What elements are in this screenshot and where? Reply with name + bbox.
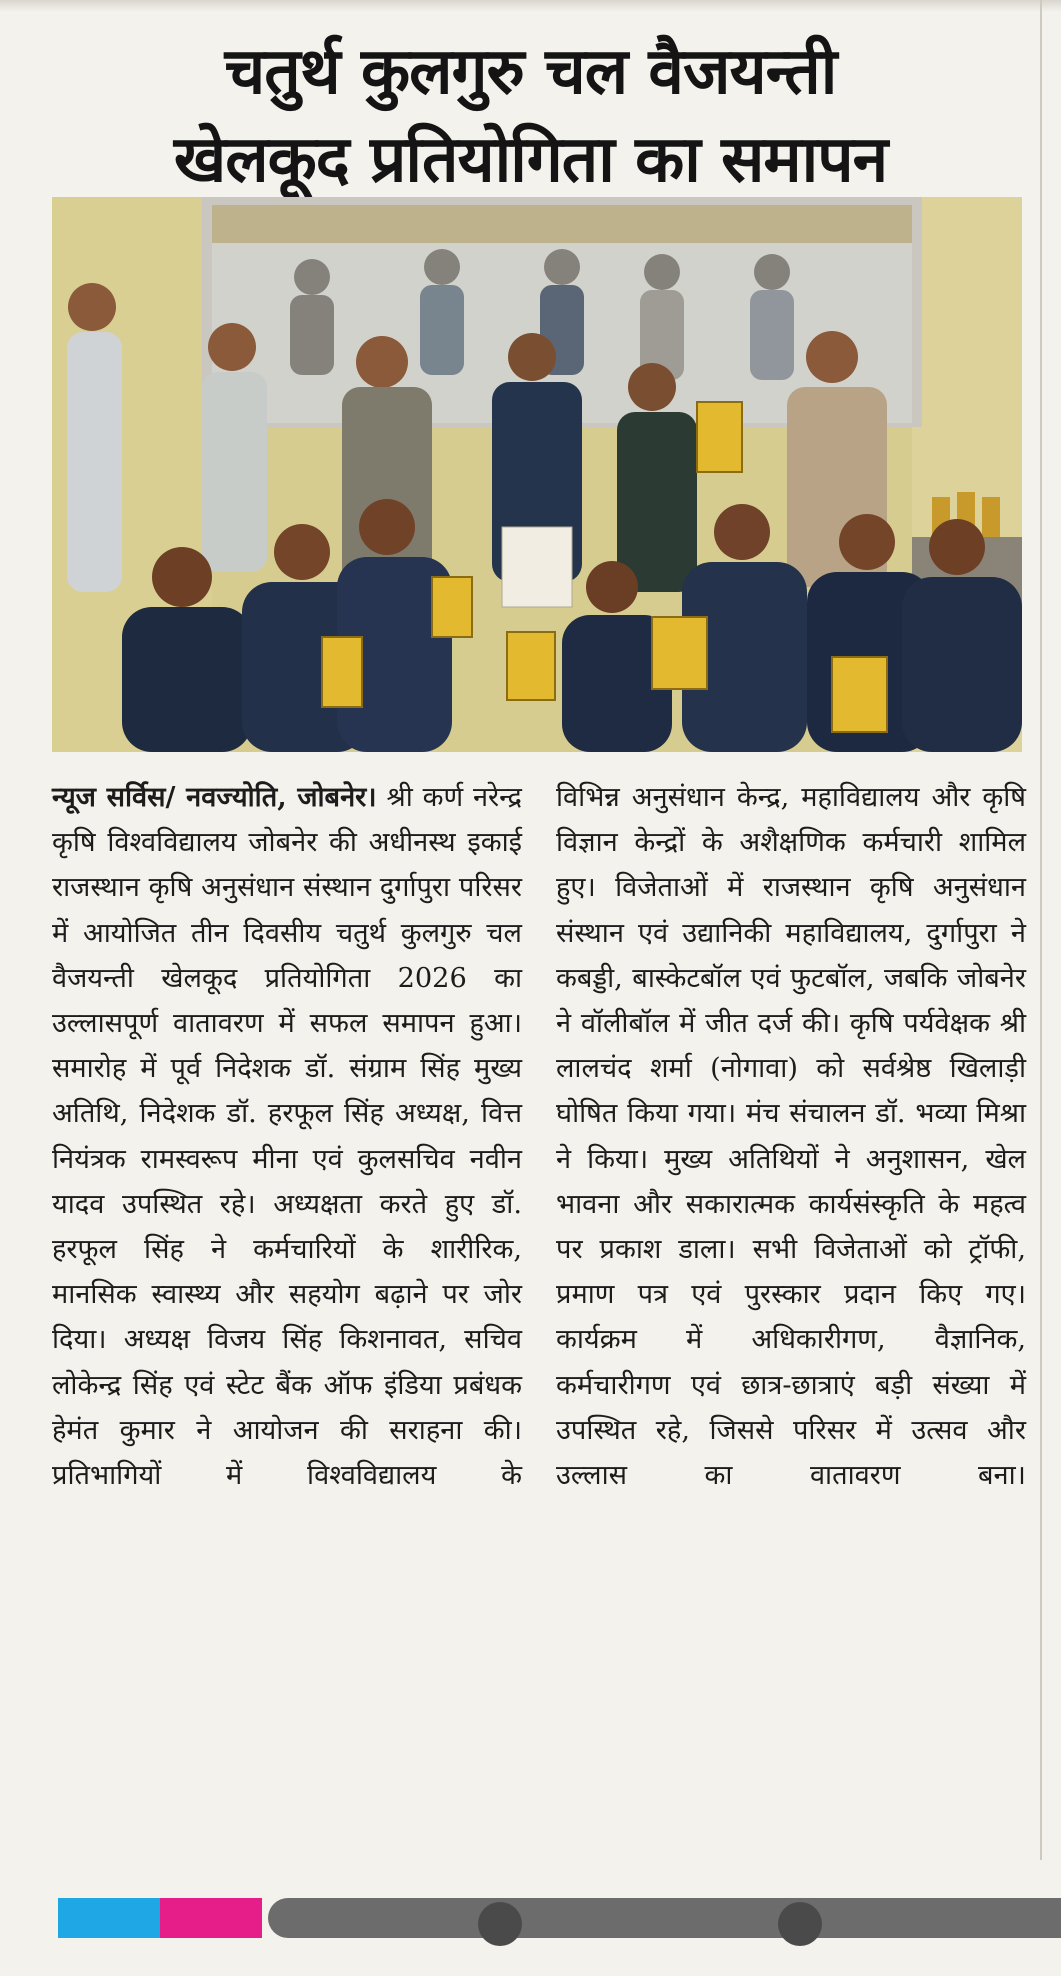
page-top-edge — [0, 0, 1061, 12]
color-bar-pink — [160, 1898, 262, 1938]
article-text-left: श्री कर्ण नरेन्द्र कृषि विश्वविद्यालय जोबनेर की अधीनस्थ इकाई राजस्थान कृषि अनुसंधान संस्थान दुर्गापुरा परिसर में आयोजित तीन दिवसीय चतुर्थ कुलगुरु चल वैजयन्ती खेलकूद प्रतियोगिता 2026 का उल्लासपूर्ण वातावरण में सफल समापन हुआ। समारोह में पूर्व निदेशक डॉ. संग्राम सिंह मुख्य अतिथि, निदेशक डॉ. हरफूल सिंह अध्यक्ष, वित्त नियंत्रक रामस्वरूप मीना एवं कुलसचिव नवीन यादव उपस्थित रहे। अध्यक्षता करते हुए डॉ. हरफूल सिंह ने कर्मचारियों के शारीरिक, मानसिक स्वास्थ्य और सहयोग बढ़ाने पर जोर दिया। अध्यक्ष विजय सिंह किशनावत, सचिव लोकेन्द्र सिंह एवं स्टेट बैंक ऑफ इंडिया प्रबंधक हेमंत कुमार ने आयोजन की सराहना की। प्रतिभागियों में विश्वविद्यालय के — [52, 782, 522, 1492]
column-rule — [1040, 0, 1042, 1860]
color-bar-grey — [268, 1898, 1061, 1938]
color-bar-cyan — [58, 1898, 160, 1938]
article-column-right — [556, 775, 1026, 1498]
byline: न्यूज सर्विस/ नवज्योति, जोबनेर। — [52, 781, 377, 813]
headline-line-2: खेलकूद प्रतियोगिता का समापन — [173, 123, 888, 197]
bar-dot — [478, 1902, 522, 1946]
article-text-right: विभिन्न अनुसंधान केन्द्र, महाविद्यालय और कृषि विज्ञान केन्द्रों के अशैक्षणिक कर्मचारी शामिल हुए। विजेताओं में राजस्थान कृषि अनुसंधान संस्थान एवं उद्यानिकी महाविद्यालय, दुर्गापुरा ने कबड्डी, बास्केटबॉल एवं फुटबॉल, जबकि जोबनेर ने वॉलीबॉल में जीत दर्ज की। कृषि पर्यवेक्षक श्री लालचंद शर्मा (नोगावा) को सर्वश्रेष्ठ खिलाड़ी घोषित किया गया। मंच संचालन डॉ. भव्या मिश्रा ने किया। मुख्य अतिथियों ने अनुशासन, खेल भावना और सकारात्मक कार्यसंस्कृति के महत्व पर प्रकाश डाला। सभी विजेताओं को ट्रॉफी, प्रमाण पत्र एवं पुरस्कार प्रदान किए गए। कार्यक्रम में अधिकारीगण, वैज्ञानिक, कर्मचारीगण एवं छात्र-छात्राएं बड़ी संख्या में उपस्थित रहे, जिससे परिसर में उत्सव और उल्लास का वातावरण बना। — [556, 782, 1026, 1492]
award-ceremony-photo — [52, 197, 1022, 752]
bar-dot — [778, 1902, 822, 1946]
headline-line-1: चतुर्थ कुलगुरु चल वैजयन्ती — [224, 35, 837, 109]
article-column-left — [52, 775, 522, 1498]
headline — [0, 28, 1061, 204]
